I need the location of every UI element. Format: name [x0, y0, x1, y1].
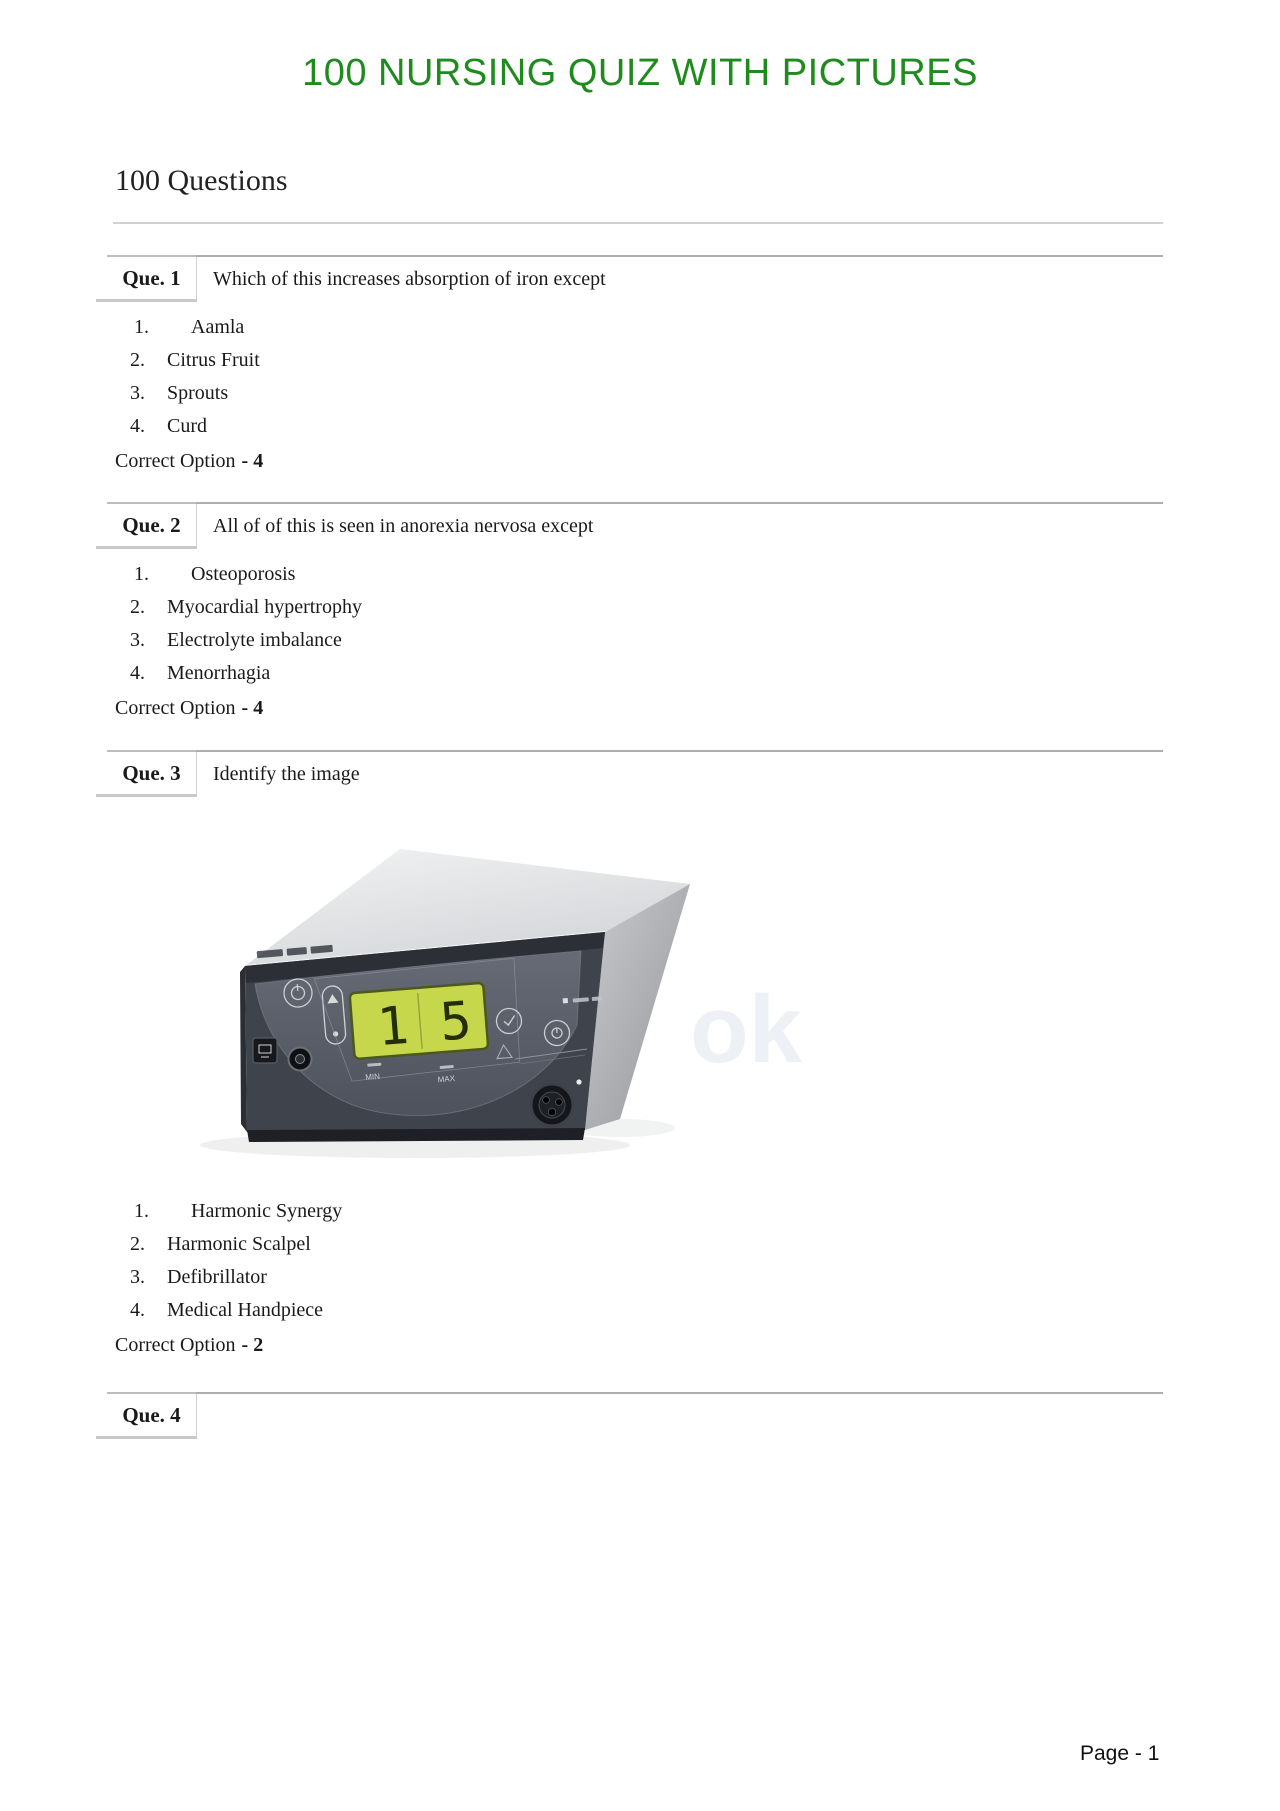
- correct-option-prefix: Correct Option: [115, 450, 236, 472]
- option-item: [107, 1195, 1163, 1228]
- option-label: Medical Handpiece: [167, 1299, 324, 1321]
- option-item: [107, 558, 1163, 591]
- option-number: 3.: [130, 1266, 145, 1288]
- correct-option-value: - 2: [241, 1334, 264, 1356]
- option-label: Menorrhagia: [167, 662, 271, 684]
- option-label: Aamla: [191, 316, 245, 338]
- option-item: [107, 410, 1163, 443]
- option-item: [107, 1294, 1163, 1327]
- question-label-box: [107, 504, 197, 547]
- option-label: Harmonic Synergy: [191, 1200, 343, 1222]
- question-text: Identify the image: [213, 763, 360, 785]
- max-label: MAX: [437, 1073, 456, 1085]
- option-label: Osteoporosis: [191, 563, 296, 585]
- option-item: [107, 591, 1163, 624]
- question-label-box: [107, 1394, 197, 1437]
- correct-option-value: - 4: [241, 450, 264, 472]
- question-label: Que. 2: [122, 513, 181, 537]
- question-label-box: [107, 257, 197, 300]
- option-label: Citrus Fruit: [167, 349, 260, 371]
- option-item: [107, 344, 1163, 377]
- harmonic-scalpel-generator-image: [115, 812, 815, 1187]
- option-label: Electrolyte imbalance: [167, 629, 342, 651]
- option-label: Curd: [167, 415, 207, 437]
- question-section: [107, 750, 1163, 1357]
- lcd-display: [350, 983, 489, 1060]
- page-title: 100 NURSING QUIZ WITH PICTURES: [302, 52, 978, 94]
- option-item: [107, 1261, 1163, 1294]
- correct-option-line: [115, 450, 1163, 473]
- option-item: [107, 377, 1163, 410]
- option-item: [107, 624, 1163, 657]
- option-number: 3.: [130, 629, 145, 651]
- option-number: 4.: [130, 1299, 145, 1321]
- options-list: [107, 558, 1163, 690]
- correct-option-value: - 4: [241, 697, 264, 719]
- option-label: Sprouts: [167, 382, 229, 404]
- question-label: Que. 4: [122, 1403, 181, 1427]
- pedal-connector-icon: [253, 1038, 277, 1063]
- heading-divider: [113, 222, 1163, 224]
- correct-option-line: [115, 1334, 1163, 1357]
- option-number: 2.: [130, 596, 145, 618]
- round-connector-icon: [289, 1048, 312, 1071]
- option-label: Harmonic Scalpel: [167, 1233, 311, 1255]
- option-label: Defibrillator: [167, 1266, 267, 1288]
- option-label: Myocardial hypertrophy: [167, 596, 362, 618]
- question-label: Que. 3: [122, 761, 181, 785]
- options-list: [107, 311, 1163, 443]
- option-number: 1.: [134, 563, 149, 585]
- handpiece-connector-icon: [531, 1084, 573, 1126]
- device-illustration: [115, 812, 815, 1187]
- question-section: [107, 255, 1163, 473]
- lcd-left-digit: 1: [375, 995, 411, 1059]
- question-label: Que. 1: [122, 266, 181, 290]
- option-item: [107, 657, 1163, 690]
- option-item: [107, 311, 1163, 344]
- question-text: Which of this increases absorption of iron except: [213, 268, 606, 290]
- question-image-slot: [107, 812, 1163, 1187]
- option-number: 1.: [134, 1200, 149, 1222]
- front-bottom-edge: [247, 1128, 585, 1142]
- question-label-box: [107, 752, 197, 795]
- option-item: [107, 1228, 1163, 1261]
- option-number: 2.: [130, 349, 145, 371]
- correct-option-line: [115, 697, 1163, 720]
- option-number: 3.: [130, 382, 145, 404]
- option-number: 2.: [130, 1233, 145, 1255]
- question-text: All of of this is seen in anorexia nervosa except: [213, 515, 594, 537]
- options-list: [107, 1195, 1163, 1327]
- page-number: Page - 1: [1080, 1742, 1160, 1765]
- option-number: 4.: [130, 662, 145, 684]
- lcd-right-digit: 5: [437, 990, 474, 1054]
- watermark-text: ok: [690, 976, 803, 1083]
- correct-option-prefix: Correct Option: [115, 697, 236, 719]
- option-number: 1.: [134, 316, 149, 338]
- option-number: 4.: [130, 415, 145, 437]
- indicator-dot: [576, 1079, 581, 1084]
- question-text: [213, 1394, 1163, 1440]
- question-section: [107, 502, 1163, 720]
- min-label: MIN: [364, 1071, 381, 1082]
- question-section: [107, 1392, 1163, 1440]
- questions-heading: 100 Questions: [115, 164, 288, 197]
- correct-option-prefix: Correct Option: [115, 1334, 236, 1356]
